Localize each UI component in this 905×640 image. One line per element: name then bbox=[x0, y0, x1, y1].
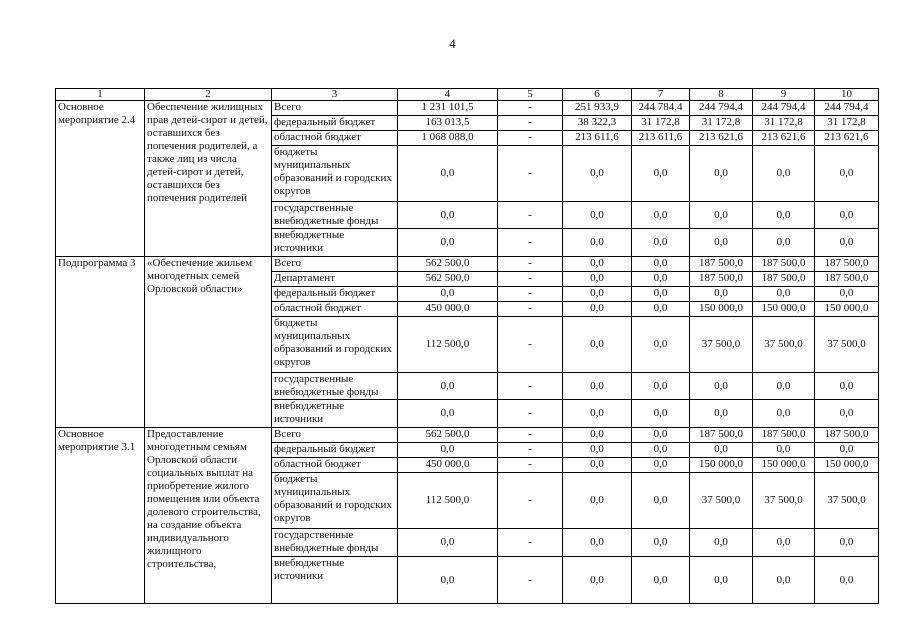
amount-cell: - bbox=[498, 101, 563, 116]
amount-cell: 37 500,0 bbox=[690, 473, 753, 529]
amount-cell: 450 000,0 bbox=[398, 458, 498, 473]
amount-cell: 112 500,0 bbox=[398, 473, 498, 529]
amount-cell: 562 500,0 bbox=[398, 257, 498, 272]
amount-cell: 0,0 bbox=[563, 373, 632, 400]
amount-cell: 0,0 bbox=[563, 302, 632, 317]
amount-cell: 0,0 bbox=[563, 272, 632, 287]
amount-cell: 37 500,0 bbox=[815, 317, 879, 373]
amount-cell: 0,0 bbox=[815, 229, 879, 257]
amount-cell: - bbox=[498, 131, 563, 146]
amount-cell: 0,0 bbox=[632, 257, 690, 272]
amount-cell: 0,0 bbox=[815, 529, 879, 557]
amount-cell: 150 000,0 bbox=[690, 302, 753, 317]
amount-cell: 0,0 bbox=[815, 202, 879, 229]
amount-cell: 0,0 bbox=[815, 400, 879, 428]
amount-cell: 37 500,0 bbox=[815, 473, 879, 529]
amount-cell: - bbox=[498, 202, 563, 229]
funding-source: федеральный бюджет bbox=[272, 443, 398, 458]
col-header: 3 bbox=[272, 89, 398, 101]
amount-cell: 0,0 bbox=[563, 443, 632, 458]
amount-cell: 0,0 bbox=[563, 229, 632, 257]
funding-source: бюджеты муниципальных образований и городских округов bbox=[272, 146, 398, 202]
amount-cell: 187 500,0 bbox=[753, 428, 815, 443]
amount-cell: - bbox=[498, 272, 563, 287]
amount-cell: 0,0 bbox=[753, 557, 815, 604]
funding-source: Всего bbox=[272, 101, 398, 116]
amount-cell: 0,0 bbox=[632, 229, 690, 257]
amount-cell: 0,0 bbox=[563, 529, 632, 557]
table-row bbox=[56, 101, 879, 116]
amount-cell: 0,0 bbox=[632, 529, 690, 557]
table-row bbox=[56, 257, 879, 272]
amount-cell: 0,0 bbox=[815, 443, 879, 458]
col-header: 2 bbox=[145, 89, 272, 101]
amount-cell: 0,0 bbox=[632, 557, 690, 604]
amount-cell: - bbox=[498, 473, 563, 529]
amount-cell: 163 013,5 bbox=[398, 116, 498, 131]
activity-description: Предоставление многодетным семьям Орловской области социальных выплат на приобретение жилого помещения или объекта долевого строительства, на создание объекта индивидуального жилищного строительства, bbox=[145, 428, 272, 604]
amount-cell: 0,0 bbox=[398, 146, 498, 202]
amount-cell: 244 794,4 bbox=[753, 101, 815, 116]
funding-source: внебюджетные источники bbox=[272, 400, 398, 428]
amount-cell: 0,0 bbox=[632, 317, 690, 373]
activity-name: Основное мероприятие 2.4 bbox=[56, 101, 145, 257]
amount-cell: 0,0 bbox=[632, 202, 690, 229]
amount-cell: - bbox=[498, 373, 563, 400]
amount-cell: 0,0 bbox=[753, 529, 815, 557]
funding-source: Всего bbox=[272, 257, 398, 272]
amount-cell: - bbox=[498, 557, 563, 604]
col-header: 8 bbox=[690, 89, 753, 101]
amount-cell: 0,0 bbox=[632, 272, 690, 287]
amount-cell: 0,0 bbox=[632, 443, 690, 458]
amount-cell: 150 000,0 bbox=[753, 458, 815, 473]
amount-cell: 0,0 bbox=[690, 529, 753, 557]
amount-cell: 0,0 bbox=[690, 146, 753, 202]
amount-cell: 187 500,0 bbox=[690, 272, 753, 287]
funding-source: государственные внебюджетные фонды bbox=[272, 202, 398, 229]
amount-cell: 0,0 bbox=[632, 428, 690, 443]
activity-name: Основное мероприятие 3.1 bbox=[56, 428, 145, 604]
funding-source: Всего bbox=[272, 428, 398, 443]
amount-cell: 0,0 bbox=[398, 529, 498, 557]
amount-cell: 0,0 bbox=[690, 443, 753, 458]
amount-cell: 1 068 088,0 bbox=[398, 131, 498, 146]
amount-cell: - bbox=[498, 428, 563, 443]
amount-cell: 0,0 bbox=[690, 287, 753, 302]
activity-name: Подпрограмма 3 bbox=[56, 257, 145, 428]
amount-cell: 187 500,0 bbox=[690, 257, 753, 272]
activity-description: «Обеспечение жильем многодетных семей Орловской области» bbox=[145, 257, 272, 428]
amount-cell: - bbox=[498, 400, 563, 428]
amount-cell: 0,0 bbox=[563, 458, 632, 473]
funding-source: федеральный бюджет bbox=[272, 287, 398, 302]
amount-cell: 0,0 bbox=[690, 557, 753, 604]
amount-cell: - bbox=[498, 443, 563, 458]
amount-cell: 0,0 bbox=[753, 202, 815, 229]
amount-cell: 0,0 bbox=[632, 287, 690, 302]
col-header: 10 bbox=[815, 89, 879, 101]
amount-cell: 31 172,8 bbox=[690, 116, 753, 131]
amount-cell: 213 611,6 bbox=[563, 131, 632, 146]
amount-cell: - bbox=[498, 287, 563, 302]
amount-cell: 0,0 bbox=[690, 229, 753, 257]
amount-cell: 150 000,0 bbox=[690, 458, 753, 473]
amount-cell: 0,0 bbox=[753, 287, 815, 302]
amount-cell: 0,0 bbox=[563, 257, 632, 272]
amount-cell: 187 500,0 bbox=[815, 257, 879, 272]
amount-cell: 244 794,4 bbox=[690, 101, 753, 116]
amount-cell: 213 611,6 bbox=[632, 131, 690, 146]
amount-cell: 150 000,0 bbox=[815, 302, 879, 317]
amount-cell: - bbox=[498, 146, 563, 202]
funding-source: областной бюджет bbox=[272, 302, 398, 317]
amount-cell: 0,0 bbox=[753, 373, 815, 400]
amount-cell: 0,0 bbox=[563, 287, 632, 302]
funding-source: государственные внебюджетные фонды bbox=[272, 529, 398, 557]
amount-cell: 0,0 bbox=[753, 146, 815, 202]
amount-cell: 0,0 bbox=[632, 400, 690, 428]
col-header: 4 bbox=[398, 89, 498, 101]
amount-cell: 0,0 bbox=[632, 473, 690, 529]
amount-cell: 0,0 bbox=[690, 400, 753, 428]
amount-cell: 0,0 bbox=[563, 473, 632, 529]
amount-cell: - bbox=[498, 458, 563, 473]
amount-cell: - bbox=[498, 302, 563, 317]
col-header: 7 bbox=[632, 89, 690, 101]
activity-description: Обеспечение жилищных прав детей-сирот и детей, оставшихся без попечения родителей, а также лиц из числа детей-сирот и детей, оставшихся без попечения родителей bbox=[145, 101, 272, 257]
amount-cell: 112 500,0 bbox=[398, 317, 498, 373]
amount-cell: 0,0 bbox=[398, 557, 498, 604]
amount-cell: 213 621,6 bbox=[815, 131, 879, 146]
amount-cell: 0,0 bbox=[563, 428, 632, 443]
amount-cell: - bbox=[498, 257, 563, 272]
amount-cell: 37 500,0 bbox=[690, 317, 753, 373]
amount-cell: 0,0 bbox=[690, 373, 753, 400]
amount-cell: - bbox=[498, 529, 563, 557]
amount-cell: 213 621,6 bbox=[690, 131, 753, 146]
amount-cell: 150 000,0 bbox=[753, 302, 815, 317]
amount-cell: 0,0 bbox=[815, 373, 879, 400]
amount-cell: 31 172,8 bbox=[753, 116, 815, 131]
amount-cell: 0,0 bbox=[753, 443, 815, 458]
amount-cell: - bbox=[498, 229, 563, 257]
col-header: 6 bbox=[563, 89, 632, 101]
amount-cell: 0,0 bbox=[398, 373, 498, 400]
col-header: 1 bbox=[56, 89, 145, 101]
amount-cell: 0,0 bbox=[815, 146, 879, 202]
funding-source: бюджеты муниципальных образований и городских округов bbox=[272, 473, 398, 529]
funding-source: государственные внебюджетные фонды bbox=[272, 373, 398, 400]
budget-table bbox=[55, 88, 879, 604]
amount-cell: 0,0 bbox=[690, 202, 753, 229]
amount-cell: 0,0 bbox=[398, 287, 498, 302]
amount-cell: 0,0 bbox=[563, 400, 632, 428]
amount-cell: 31 172,8 bbox=[632, 116, 690, 131]
funding-source: Департамент bbox=[272, 272, 398, 287]
amount-cell: 187 500,0 bbox=[815, 428, 879, 443]
funding-source: внебюджетные источники bbox=[272, 229, 398, 257]
amount-cell: 0,0 bbox=[563, 202, 632, 229]
amount-cell: 0,0 bbox=[753, 400, 815, 428]
amount-cell: 251 933,9 bbox=[563, 101, 632, 116]
col-header: 9 bbox=[753, 89, 815, 101]
amount-cell: 187 500,0 bbox=[753, 272, 815, 287]
amount-cell: 244 784,4 bbox=[632, 101, 690, 116]
funding-source: федеральный бюджет bbox=[272, 116, 398, 131]
amount-cell: 0,0 bbox=[563, 146, 632, 202]
amount-cell: 0,0 bbox=[632, 458, 690, 473]
amount-cell: 0,0 bbox=[632, 373, 690, 400]
amount-cell: 0,0 bbox=[563, 317, 632, 373]
amount-cell: 38 322,3 bbox=[563, 116, 632, 131]
amount-cell: 213 621,6 bbox=[753, 131, 815, 146]
page-number: 4 bbox=[449, 36, 456, 51]
funding-source: внебюджетные источники bbox=[272, 557, 398, 604]
funding-source: областной бюджет bbox=[272, 131, 398, 146]
amount-cell: 0,0 bbox=[753, 229, 815, 257]
amount-cell: 187 500,0 bbox=[753, 257, 815, 272]
amount-cell: 0,0 bbox=[398, 400, 498, 428]
amount-cell: 450 000,0 bbox=[398, 302, 498, 317]
amount-cell: 244 794,4 bbox=[815, 101, 879, 116]
amount-cell: 31 172,8 bbox=[815, 116, 879, 131]
amount-cell: 0,0 bbox=[398, 443, 498, 458]
amount-cell: 187 500,0 bbox=[815, 272, 879, 287]
funding-source: бюджеты муниципальных образований и городских округов bbox=[272, 317, 398, 373]
amount-cell: 187 500,0 bbox=[690, 428, 753, 443]
amount-cell: 0,0 bbox=[632, 302, 690, 317]
table-row bbox=[56, 428, 879, 443]
amount-cell: 37 500,0 bbox=[753, 473, 815, 529]
amount-cell: 562 500,0 bbox=[398, 428, 498, 443]
amount-cell: 0,0 bbox=[632, 146, 690, 202]
amount-cell: 150 000,0 bbox=[815, 458, 879, 473]
amount-cell: 0,0 bbox=[398, 229, 498, 257]
amount-cell: 562 500,0 bbox=[398, 272, 498, 287]
col-header: 5 bbox=[498, 89, 563, 101]
header-row bbox=[56, 89, 879, 101]
amount-cell: 0,0 bbox=[398, 202, 498, 229]
amount-cell: 0,0 bbox=[815, 557, 879, 604]
amount-cell: - bbox=[498, 116, 563, 131]
amount-cell: - bbox=[498, 317, 563, 373]
amount-cell: 1 231 101,5 bbox=[398, 101, 498, 116]
amount-cell: 37 500,0 bbox=[753, 317, 815, 373]
funding-source: областной бюджет bbox=[272, 458, 398, 473]
amount-cell: 0,0 bbox=[815, 287, 879, 302]
amount-cell: 0,0 bbox=[563, 557, 632, 604]
